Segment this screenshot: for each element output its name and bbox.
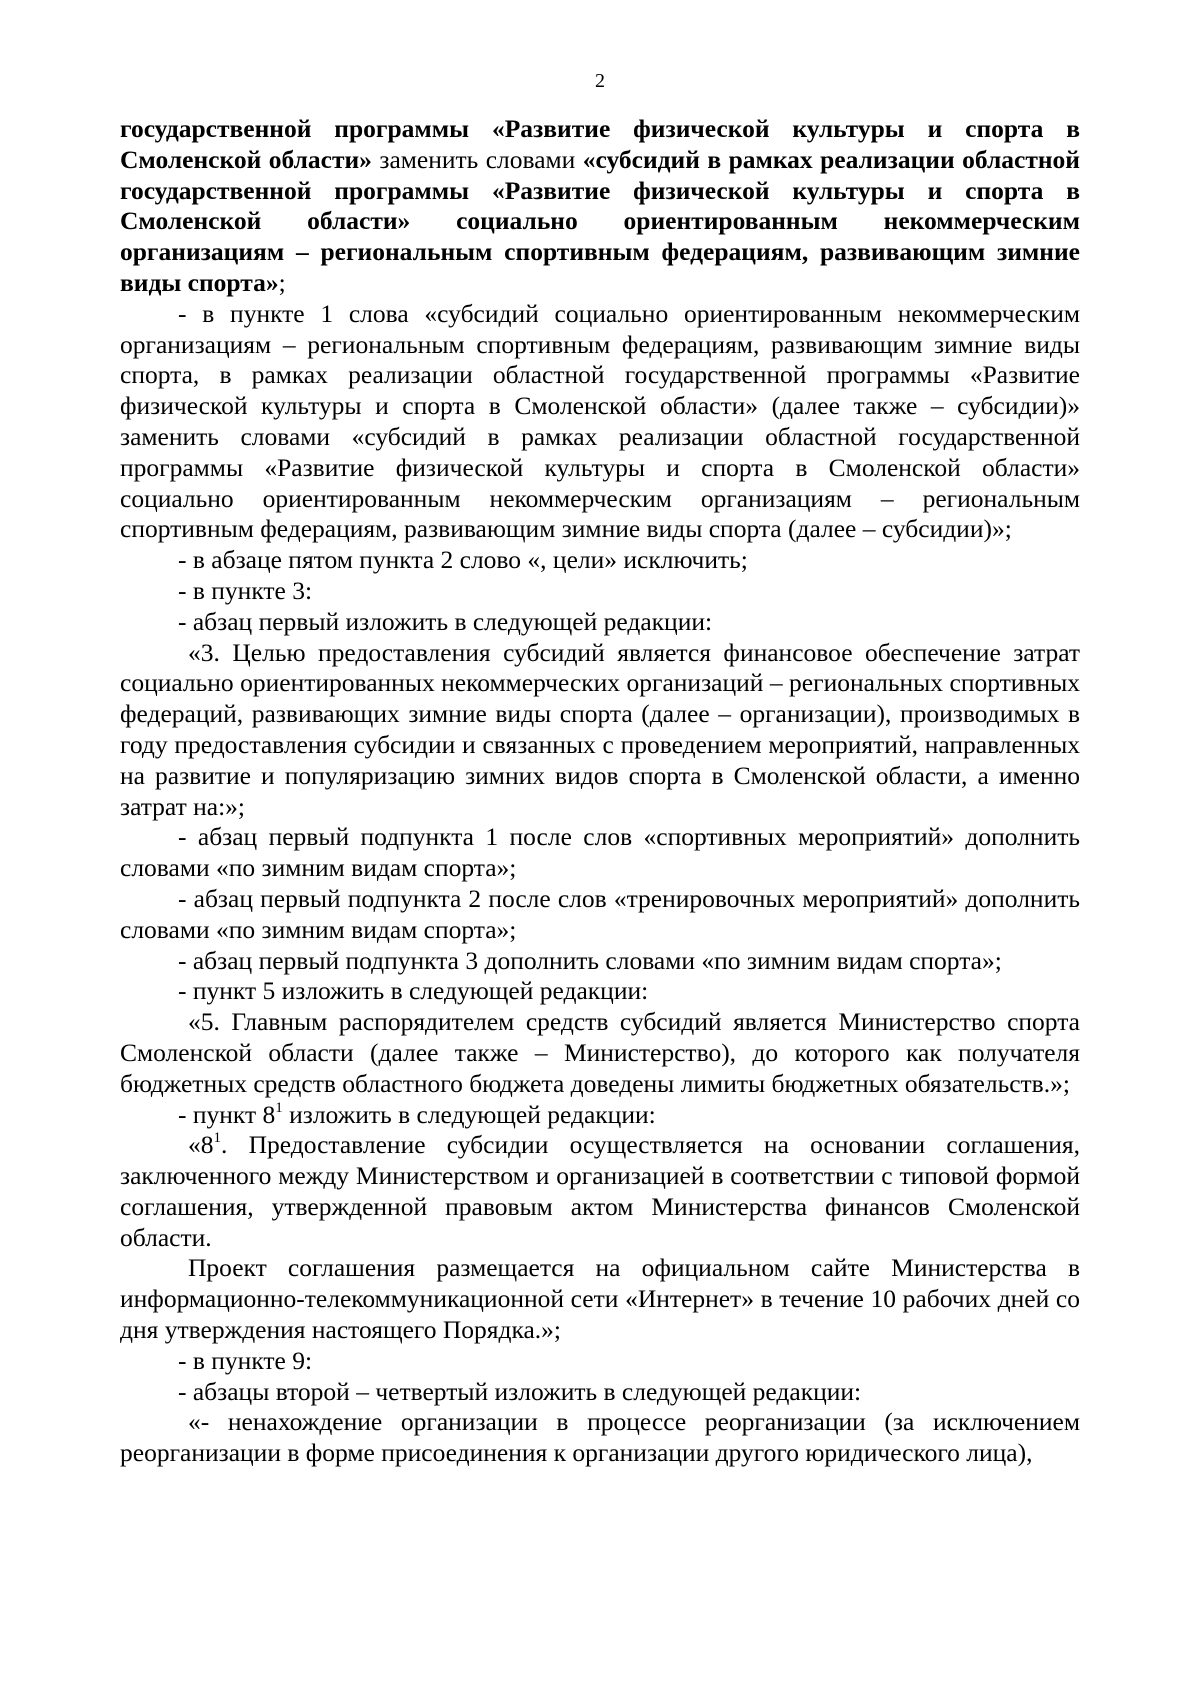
paragraph-11: [120, 1100, 1080, 1131]
intro-tail: ;: [278, 267, 286, 297]
paragraph-11-superscript: 1: [275, 1099, 283, 1116]
paragraph-12-after: . Предоставление субсидии осуществляется на основании соглашения, заключенного между Министерством и организацией в соответствии с типовой формой соглашения, утвержденной правовым актом Министерства финансов Смоленской области.: [120, 1130, 1080, 1252]
paragraph-5: «3. Целью предоставления субсидий является финансовое обеспечение затрат социально ориентированных некоммерческих организаций – региональных спортивных федераций, развивающих зимние виды спорта (далее – организации), производимых в году предоставления субсидии и связанных с проведением мероприятий, направленных на развитие и популяризацию зимних видов спорта в Смоленской области, а именно затрат на:»;: [120, 637, 1080, 821]
page-number: 2: [595, 70, 605, 92]
paragraph-1: - в пункте 1 слова «субсидий социально ориентированным некоммерческим организациям – региональным спортивным федерациям, развивающим зимние виды спорта, в рамках реализации областной государственной программы «Развитие физической культуры и спорта в Смоленской области» (далее также – субсидии)» заменить словами «субсидий в рамках реализации областной государственной программы «Развитие физической культуры и спорта в Смоленской области» социально ориентированным некоммерческим организациям – региональным спортивным федерациям, развивающим зимние виды спорта (далее – субсидии)»;: [120, 298, 1080, 544]
paragraph-13: Проект соглашения размещается на официальном сайте Министерства в информационно-телекоммуникационной сети «Интернет» в течение 10 рабочих дней со дня утверждения настоящего Порядка.»;: [120, 1253, 1080, 1345]
paragraph-16: «- ненахождение организации в процессе реорганизации (за исключением реорганизации в форме присоединения к организации другого юридического лица),: [120, 1407, 1080, 1468]
paragraph-2: - в абзаце пятом пункта 2 слово «, цели» исключить;: [178, 545, 748, 575]
paragraph-4: - абзац первый изложить в следующей редакции:: [178, 606, 713, 636]
paragraph-10: «5. Главным распорядителем средств субсидий является Министерство спорта Смоленской области (далее также – Министерство), до которого как получателя бюджетных средств областного бюджета доведены лимиты бюджетных обязательств.»;: [120, 1007, 1080, 1098]
intro-paragraph: [120, 114, 1080, 299]
paragraph-8: - абзац первый подпункта 3 дополнить словами «по зимним видам спорта»;: [178, 945, 1002, 975]
paragraph-3: - в пункте 3:: [178, 575, 313, 605]
paragraph-12: [120, 1130, 1080, 1253]
document-body: [120, 114, 1080, 1469]
paragraph-11-after: изложить в следующей редакции:: [282, 1099, 656, 1129]
paragraph-6: - абзац первый подпункта 1 после слов «спортивных мероприятий» дополнить словами «по зимним видам спорта»;: [120, 822, 1080, 883]
intro-bold-end: «субсидий в рамках реализации областной государственной программы «Развитие физической культуры и спорта в Смоленской области» социально ориентированным некоммерческим организациям – региональным спортивным федерациям, развивающим зимние виды спорта»: [120, 144, 1080, 297]
intro-plain: заменить словами: [371, 144, 583, 174]
paragraph-12-before: «8: [188, 1130, 214, 1160]
paragraph-12-superscript: 1: [213, 1130, 221, 1147]
intro-bold-start: государственной программы «Развитие физической культуры и спорта в Смоленской области»: [120, 114, 1080, 174]
paragraph-15: - абзацы второй – четвертый изложить в следующей редакции:: [178, 1376, 862, 1406]
paragraph-11-before: - пункт 8: [178, 1099, 276, 1129]
paragraph-7: - абзац первый подпункта 2 после слов «тренировочных мероприятий» дополнить словами «по зимним видам спорта»;: [120, 883, 1080, 944]
paragraph-9: - пункт 5 изложить в следующей редакции:: [178, 976, 649, 1006]
paragraph-14: - в пункте 9:: [178, 1345, 313, 1375]
